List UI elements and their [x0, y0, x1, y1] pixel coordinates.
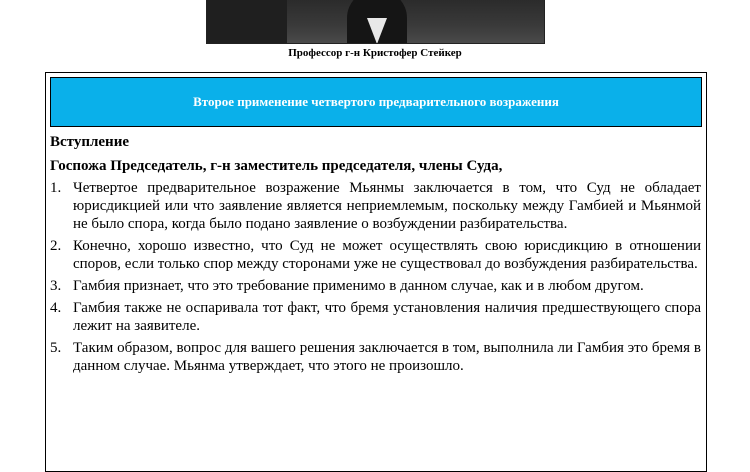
photo-caption: Профессор г-н Кристофер Стейкер	[288, 47, 462, 59]
section-box	[45, 72, 707, 472]
paragraph: 3. Гамбия признает, что это требование применимо в данном случае, как и в любом другом.	[50, 278, 644, 294]
paragraph: 4. Гамбия также не оспаривала тот факт, что бремя установления наличия предшествующего спора лежит на заявителе.	[50, 300, 701, 334]
section-content	[46, 133, 706, 375]
section-title: Второе применение четвертого предварительного возражения	[50, 77, 702, 127]
salutation: Госпожа Председатель, г-н заместитель председателя, члены Суда,	[50, 158, 503, 174]
paragraph: 5. Таким образом, вопрос для вашего решения заключается в том, выполнила ли Гамбия это бремя в данном случае. Мьянма утверждает, что этого не произошло.	[50, 340, 701, 374]
paragraph-list	[50, 179, 701, 375]
paragraph: 2. Конечно, хорошо известно, что Суд не может осуществлять свою юрисдикцию в отношении споров, если только спор между сторонами уже не существовал до возбуждения разбирательства.	[50, 238, 701, 272]
speaker-photo	[206, 0, 545, 44]
paragraph: 1. Четвертое предварительное возражение Мьянмы заключается в том, что Суд не обладает юрисдикцией или что заявление является неприемлемым, поскольку между Гамбией и Мьянмой не было спора, когда было подано заявление о возбуждении разбирательства.	[50, 180, 701, 232]
section-heading: Вступление	[50, 134, 129, 150]
